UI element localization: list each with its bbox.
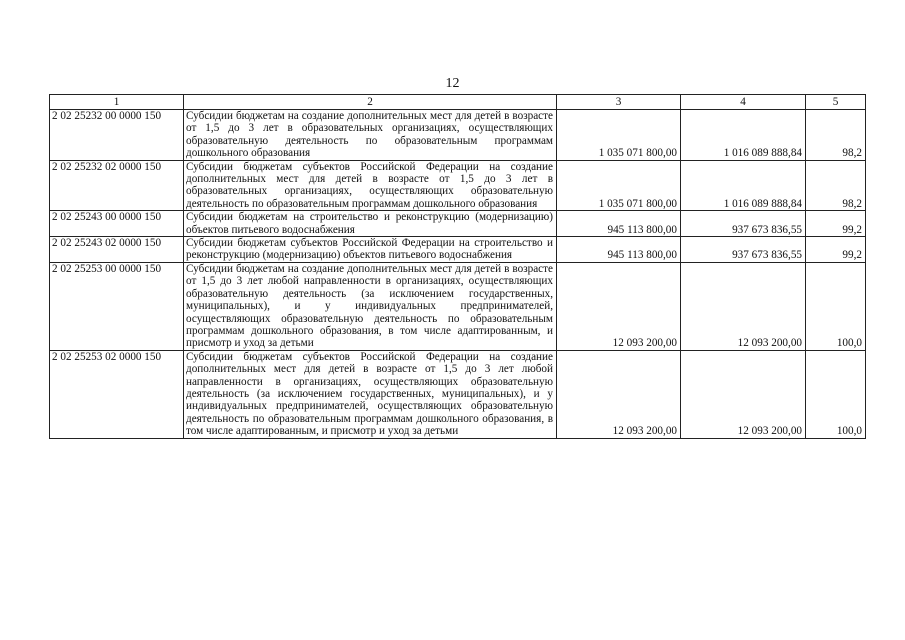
budget-item-name: Субсидии бюджетам субъектов Российской Федерации на строительство и реконструкцию (модернизацию) объектов питьевого водоснабжения: [184, 237, 557, 263]
table-row: [50, 211, 866, 237]
budget-item-name: Субсидии бюджетам на создание дополнительных мест для детей в возрасте от 1,5 до 3 лет любой направленности в организациях, осуществляющих образовательную деятельность (за исключением государственных, муниципальных), и у индивидуальных предпринимателей, осуществляющих образовательную деятельность по образовательным программам дошкольного образования, в том числе адаптированным, и присмотр и уход за детьми: [184, 262, 557, 350]
planned-amount: 12 093 200,00: [557, 350, 681, 438]
actual-amount: 937 673 836,55: [681, 211, 806, 237]
execution-percent: 98,2: [806, 160, 866, 211]
table-header-row: [50, 95, 866, 110]
table-row: [50, 160, 866, 211]
budget-item-name: Субсидии бюджетам на создание дополнительных мест для детей в возрасте от 1,5 до 3 лет в образовательных организациях, осуществляющих образовательную деятельность по образовательным программам дошкольного образования: [184, 110, 557, 161]
execution-percent: 99,2: [806, 211, 866, 237]
execution-percent: 99,2: [806, 237, 866, 263]
planned-amount: 12 093 200,00: [557, 262, 681, 350]
actual-amount: 937 673 836,55: [681, 237, 806, 263]
budget-code: 2 02 25243 02 0000 150: [50, 237, 184, 263]
column-header: 2: [184, 95, 557, 110]
budget-code: 2 02 25253 02 0000 150: [50, 350, 184, 438]
budget-code: 2 02 25253 00 0000 150: [50, 262, 184, 350]
actual-amount: 12 093 200,00: [681, 262, 806, 350]
actual-amount: 1 016 089 888,84: [681, 110, 806, 161]
budget-code: 2 02 25232 02 0000 150: [50, 160, 184, 211]
table-row: [50, 262, 866, 350]
execution-percent: 100,0: [806, 350, 866, 438]
table-row: [50, 350, 866, 438]
budget-code: 2 02 25232 00 0000 150: [50, 110, 184, 161]
actual-amount: 1 016 089 888,84: [681, 160, 806, 211]
budget-code: 2 02 25243 00 0000 150: [50, 211, 184, 237]
actual-amount: 12 093 200,00: [681, 350, 806, 438]
column-header: 5: [806, 95, 866, 110]
column-header: 1: [50, 95, 184, 110]
execution-percent: 98,2: [806, 110, 866, 161]
budget-item-name: Субсидии бюджетам субъектов Российской Федерации на создание дополнительных мест для детей в возрасте от 1,5 до 3 лет в образовательных организациях, осуществляющих образовательную деятельность по образовательным программам дошкольного образования: [184, 160, 557, 211]
table-row: [50, 110, 866, 161]
page-number: 12: [445, 76, 460, 91]
planned-amount: 945 113 800,00: [557, 237, 681, 263]
budget-table: [49, 94, 866, 439]
column-header: 4: [681, 95, 806, 110]
planned-amount: 945 113 800,00: [557, 211, 681, 237]
table-row: [50, 237, 866, 263]
execution-percent: 100,0: [806, 262, 866, 350]
planned-amount: 1 035 071 800,00: [557, 110, 681, 161]
budget-item-name: Субсидии бюджетам субъектов Российской Федерации на создание дополнительных мест для детей в возрасте от 1,5 до 3 лет любой направленности в организациях, осуществляющих образовательную деятельность (за исключением государственных, муниципальных), и у индивидуальных предпринимателей, осуществляющих образовательную деятельность по образовательным программам дошкольного образования, в том числе адаптированным, и присмотр и уход за детьми: [184, 350, 557, 438]
column-header: 3: [557, 95, 681, 110]
budget-item-name: Субсидии бюджетам на строительство и реконструкцию (модернизацию) объектов питьевого водоснабжения: [184, 211, 557, 237]
planned-amount: 1 035 071 800,00: [557, 160, 681, 211]
